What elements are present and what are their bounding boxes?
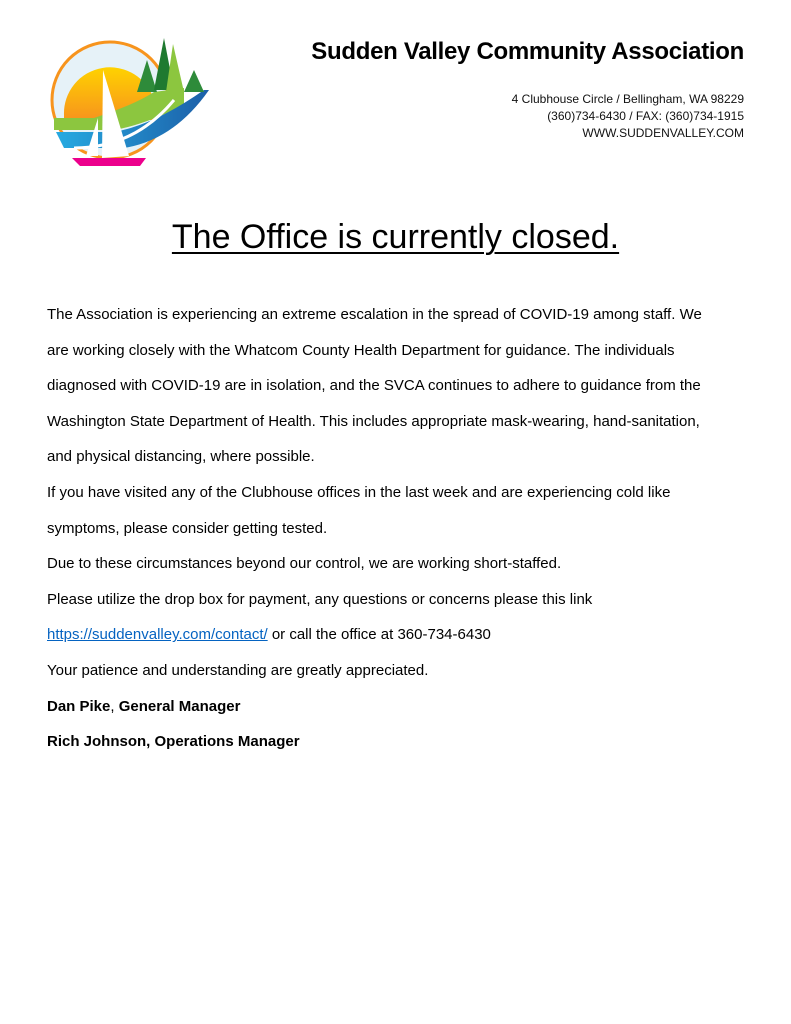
association-logo [44,30,210,168]
body-line: symptoms, please consider getting tested. [47,519,328,537]
body-line: The Association is experiencing an extreme escalation in the spread of COVID-19 among staff. We [47,306,702,323]
body-line: Due to these circumstances beyond our control, we are working short-staffed. [47,555,562,573]
address: 4 Clubhouse Circle / Bellingham, WA 98229 [511,92,744,106]
closing-line: Your patience and understanding are greatly appreciated. [47,661,429,679]
website: WWW.SUDDENVALLEY.COM [582,126,744,140]
body-line: are working closely with the Whatcom County Health Department for guidance. The individuals [47,341,675,359]
contact-suffix: or call the office at 360-734-6430 [267,626,491,644]
body-line: Please utilize the drop box for payment, any questions or concerns please this link [47,590,593,608]
signature-general-manager: Dan Pike, General Manager [47,697,241,715]
body-line: diagnosed with COVID-19 are in isolation, and the SVCA continues to adhere to guidance from the [47,377,701,395]
contact-link[interactable]: https://suddenvalley.com/contact/ [47,626,268,644]
contact-line [47,617,757,653]
signature-operations-manager: Rich Johnson, Operations Manager [47,733,300,751]
body-line: and physical distancing, where possible. [47,448,315,466]
phone-fax: (360)734-6430 / FAX: (360)734-1915 [547,109,744,123]
notice-title: The Office is currently closed. [171,218,620,256]
notice-body [47,297,757,760]
body-line: Washington State Department of Health. This includes appropriate mask-wearing, hand-sanitation, [47,412,700,430]
body-line: If you have visited any of the Clubhouse offices in the last week and are experiencing cold like [47,483,671,501]
organization-name: Sudden Valley Community Association [311,38,744,65]
